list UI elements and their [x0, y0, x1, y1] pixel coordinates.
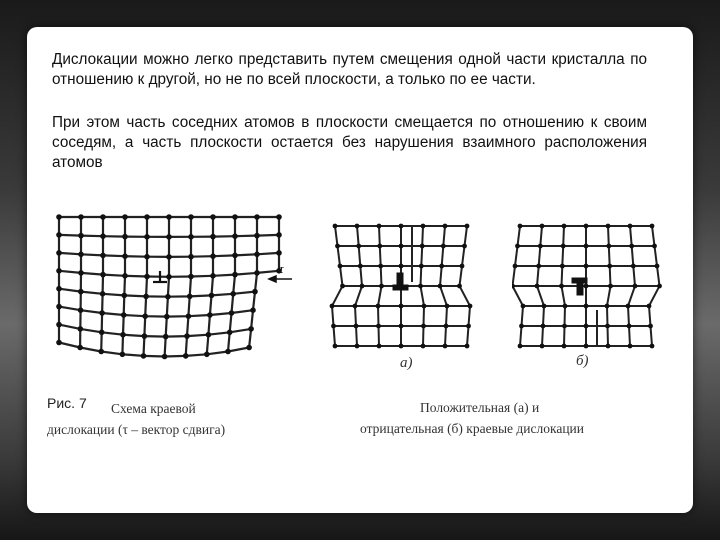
atom [254, 233, 260, 239]
atom [100, 272, 106, 278]
atom [166, 214, 172, 220]
atom [521, 304, 526, 309]
atom [457, 284, 462, 289]
label-a: а) [400, 355, 413, 371]
right-caption-line-1: Положительная (а) и [420, 400, 540, 415]
atom [78, 307, 84, 313]
atom [78, 270, 84, 276]
atom [518, 224, 523, 229]
positive-edge-dislocation-diagram [327, 220, 477, 350]
atom [232, 272, 238, 278]
atom [633, 284, 638, 289]
atom [353, 304, 358, 309]
atom [254, 252, 260, 258]
atom [276, 232, 282, 238]
atom [333, 344, 338, 349]
atom [78, 289, 84, 295]
atom [354, 324, 359, 329]
atom [162, 354, 168, 360]
atom [445, 304, 450, 309]
right-caption-line-2: отрицательная (б) краевые дислокации [360, 421, 584, 436]
atom [378, 264, 383, 269]
atom [399, 324, 404, 329]
atom [422, 304, 427, 309]
atom [606, 244, 611, 249]
slide [27, 27, 693, 513]
atom [356, 244, 361, 249]
atom [225, 349, 231, 355]
atom [56, 250, 62, 256]
atom [121, 312, 127, 318]
atom [626, 304, 631, 309]
atom [377, 344, 382, 349]
atom [584, 324, 589, 329]
atom [584, 244, 589, 249]
atom [519, 324, 524, 329]
atom [165, 294, 171, 300]
atom [652, 244, 657, 249]
atom [443, 224, 448, 229]
atom [188, 254, 194, 260]
atom [232, 233, 238, 239]
atom [330, 304, 335, 309]
atom [438, 284, 443, 289]
atom [399, 224, 404, 229]
atom [542, 304, 547, 309]
atom [229, 310, 235, 316]
atom [358, 264, 363, 269]
atom [56, 322, 62, 328]
atom [100, 214, 106, 220]
atom [254, 214, 260, 220]
atom [333, 224, 338, 229]
shear-vector-arrow [269, 276, 292, 282]
atom [99, 330, 105, 336]
atom [78, 233, 84, 239]
atom [607, 264, 612, 269]
atom [606, 344, 611, 349]
atom [563, 304, 568, 309]
atom [331, 324, 336, 329]
atom [559, 284, 564, 289]
atom [209, 293, 215, 299]
negative-edge-dislocation-diagram [512, 220, 662, 350]
atom [584, 344, 589, 349]
atom [246, 345, 252, 351]
atom [418, 284, 423, 289]
atom [142, 313, 148, 319]
atom [584, 304, 589, 309]
atom [100, 253, 106, 259]
atom [186, 313, 192, 319]
atom [144, 214, 150, 220]
atom [377, 224, 382, 229]
atom [584, 284, 589, 289]
atom [276, 250, 282, 256]
atom [248, 326, 254, 332]
atom [210, 214, 216, 220]
atom [468, 304, 473, 309]
atom [210, 253, 216, 259]
atom [56, 304, 62, 310]
atom [648, 324, 653, 329]
atom [99, 310, 105, 316]
atom [100, 291, 106, 297]
atom [340, 284, 345, 289]
dislocation-symbol-positive [393, 273, 408, 290]
atom [56, 340, 62, 346]
atom [141, 353, 147, 359]
atom [443, 344, 448, 349]
atom [608, 284, 613, 289]
atom [444, 324, 449, 329]
atom [166, 254, 172, 260]
atom [335, 244, 340, 249]
atom [207, 312, 213, 318]
atom [188, 274, 194, 280]
atom [204, 352, 210, 358]
atom [376, 304, 381, 309]
atom [466, 324, 471, 329]
atom [538, 244, 543, 249]
atom [206, 332, 212, 338]
atom [647, 304, 652, 309]
atom [227, 330, 233, 336]
atom [188, 234, 194, 240]
atom [379, 284, 384, 289]
atom [164, 314, 170, 320]
atom [562, 344, 567, 349]
left-caption-line-1: Схема краевой [111, 401, 196, 416]
label-b: б) [576, 353, 589, 369]
atom [355, 224, 360, 229]
atom [535, 284, 540, 289]
atom [421, 344, 426, 349]
atom [584, 224, 589, 229]
atom [540, 224, 545, 229]
atom [163, 334, 169, 340]
atom [657, 284, 662, 289]
atom [420, 244, 425, 249]
atom [540, 344, 545, 349]
atom [462, 244, 467, 249]
atom [120, 352, 126, 358]
atom [122, 234, 128, 240]
atom [376, 324, 381, 329]
atom [377, 244, 382, 249]
atom [515, 244, 520, 249]
atom [399, 344, 404, 349]
atom [144, 254, 150, 260]
atom [628, 224, 633, 229]
atom [518, 344, 523, 349]
atom [78, 326, 84, 332]
atom [650, 224, 655, 229]
shear-symbol-tau: τ [279, 261, 284, 276]
atom [421, 324, 426, 329]
atom [230, 291, 236, 297]
atom [460, 264, 465, 269]
figure-label: Рис. 7 [47, 395, 87, 411]
atom [144, 234, 150, 240]
atom [355, 344, 360, 349]
text-paragraph-2: При этом часть соседних атомов в плоскости смещается по отношению к своим соседям, а часть плоскости остается без нарушения взаимного расположения атомов [52, 114, 647, 171]
atom [56, 268, 62, 274]
atom [166, 234, 172, 240]
atom [465, 224, 470, 229]
atom [421, 224, 426, 229]
atom [210, 273, 216, 279]
atom [655, 264, 660, 269]
atom [541, 324, 546, 329]
atom [605, 324, 610, 329]
atom [584, 264, 589, 269]
atom [78, 214, 84, 220]
atom [629, 244, 634, 249]
atom [188, 214, 194, 220]
atom [441, 244, 446, 249]
atom [399, 244, 404, 249]
atom [562, 224, 567, 229]
atom [276, 214, 282, 220]
atom [122, 293, 128, 299]
atom [650, 344, 655, 349]
atom [77, 345, 83, 351]
atom [254, 270, 260, 276]
atom [122, 253, 128, 259]
edge-dislocation-lattice-diagram [47, 205, 297, 360]
atom [465, 344, 470, 349]
atom [560, 264, 565, 269]
atom [184, 333, 190, 339]
atom [143, 294, 149, 300]
atom [605, 304, 610, 309]
atom [232, 253, 238, 259]
atom [187, 294, 193, 300]
text-paragraph-1: Дислокации можно легко представить путем смещения одной части кристалла по отношению к другой, но не по всей плоскости, а только по ее части. [52, 51, 647, 88]
atom [166, 274, 172, 280]
atom [122, 214, 128, 220]
atom [250, 307, 256, 313]
atom [120, 332, 126, 338]
atom [399, 264, 404, 269]
atom [562, 324, 567, 329]
atom [56, 232, 62, 238]
atom [628, 344, 633, 349]
atom [183, 353, 189, 359]
atom [439, 264, 444, 269]
atom [56, 214, 62, 220]
atom [360, 284, 365, 289]
atom [338, 264, 343, 269]
atom [606, 224, 611, 229]
atom [252, 289, 258, 295]
atom [399, 304, 404, 309]
atom [536, 264, 541, 269]
atom [627, 324, 632, 329]
atom [210, 234, 216, 240]
atom [56, 286, 62, 292]
atom [142, 333, 148, 339]
atom [144, 274, 150, 280]
atom [78, 252, 84, 258]
atom [561, 244, 566, 249]
atom [98, 349, 104, 355]
left-caption-line-2: дислокации (τ – вектор сдвига) [47, 422, 226, 437]
atom [631, 264, 636, 269]
atom [100, 233, 106, 239]
atom [419, 264, 424, 269]
atom [513, 264, 518, 269]
atom [122, 273, 128, 279]
atom [232, 214, 238, 220]
